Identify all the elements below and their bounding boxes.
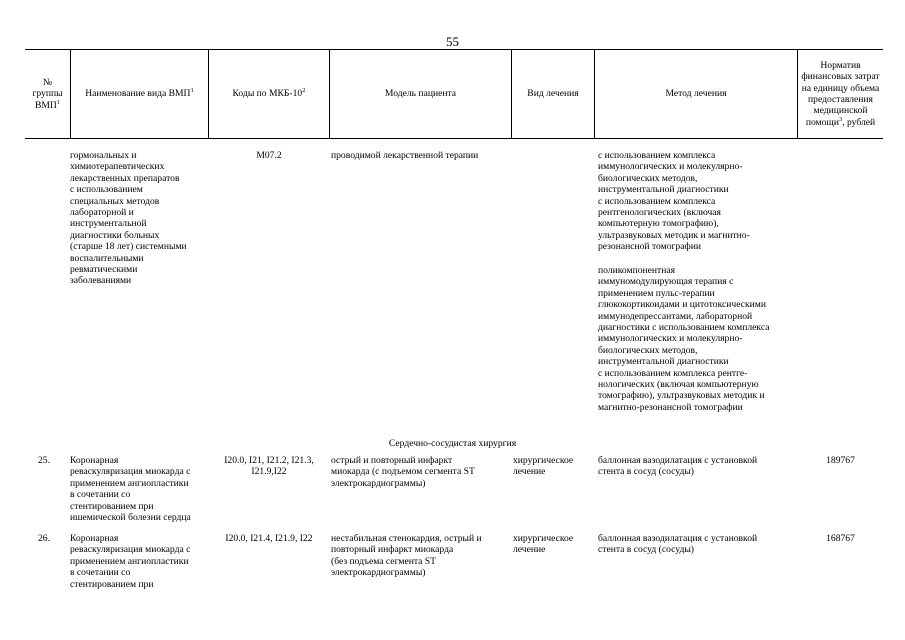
row-treatment-method: баллонная вазодилатация с установкой стента в сосуд (сосуды) — [598, 455, 758, 478]
row-number: 25. — [38, 455, 50, 466]
row-vmp-name: Коронарная реваскуляризация миокарда с применением ангиопластики в сочетании со стентированием при — [70, 533, 191, 590]
row-number: 26. — [38, 533, 50, 544]
row-cost: 189767 — [826, 455, 855, 466]
continuation-method-2: поликомпонентная иммуномодулирующая терапия с применением пульс-терапии глюкокортикоидами и цитотоксическими иммунодепрессантами, лабораторной диагностики с использованием комплекса иммунологических и молекулярно- биологических методов, инструментальной диагностики с использованием комплекса рентге- нологических (включая компьютерную томографию), ультразвуковых методик и магнитно-резонансной томографии — [598, 265, 770, 413]
page-number: 55 — [446, 34, 459, 49]
row-patient-model: острый и повторный инфаркт миокарда (с подъемом сегмента ST электрокардиограммы) — [331, 455, 475, 489]
row-cost: 168767 — [826, 533, 855, 544]
header-patient-model: Модель пациента — [384, 88, 457, 100]
header-vmp-name: Наименование вида ВМП$^1$ — [85, 87, 194, 100]
row-icd-codes: I20.0, I21, I21.2, I21.3, I21.9,I22 — [224, 455, 314, 478]
continuation-patient-model: проводимой лекарственной терапии — [331, 150, 479, 161]
header-treatment-method: Метод лечения — [665, 88, 727, 100]
row-treatment-type: хирургическое лечение — [513, 455, 574, 478]
row-treatment-method: баллонная вазодилатация с установкой стента в сосуд (сосуды) — [598, 533, 758, 556]
row-vmp-name: Коронарная реваскуляризация миокарда с применением ангиопластики в сочетании со стентированием при ишемической болезни сердца — [70, 455, 191, 524]
row-treatment-type: хирургическое лечение — [513, 533, 574, 556]
header-group-no: № группы ВМП$^1$ — [32, 76, 63, 111]
continuation-vmp-name: гормональных и химиотерапевтических лекарственных препаратов с использованием специальных методов лабораторной и инструментальной диагностики больных (старше 18 лет) системными воспалительными ревматическими заболеваниями — [70, 150, 187, 287]
continuation-icd-code: M07.2 — [256, 150, 282, 161]
header-icd-codes: Коды по МКБ-$10^2$ — [232, 87, 306, 100]
row-icd-codes: I20.0, I21.4, I21.9, I22 — [225, 533, 313, 544]
section-title: Сердечно-сосудистая хирургия — [388, 438, 517, 449]
header-cost-norm: Норматив финансовых затрат на единицу объема предоставления медицинской помощи$^3$, рублей — [801, 59, 880, 128]
row-patient-model: нестабильная стенокардия, острый и повторный инфаркт миокарда (без подъема сегмента ST электрокардиограммы) — [331, 533, 482, 579]
header-treatment-type: Вид лечения — [527, 88, 579, 100]
header-bottom-border — [25, 138, 883, 139]
continuation-method-1: с использованием комплекса иммунологических и молекулярно- биологических методов, инструментальной диагностики с использованием комплекса рентгенологических (включая компьютерную томографию), ультразвуковых методик и магнитно- резонансной томографии — [598, 150, 750, 253]
